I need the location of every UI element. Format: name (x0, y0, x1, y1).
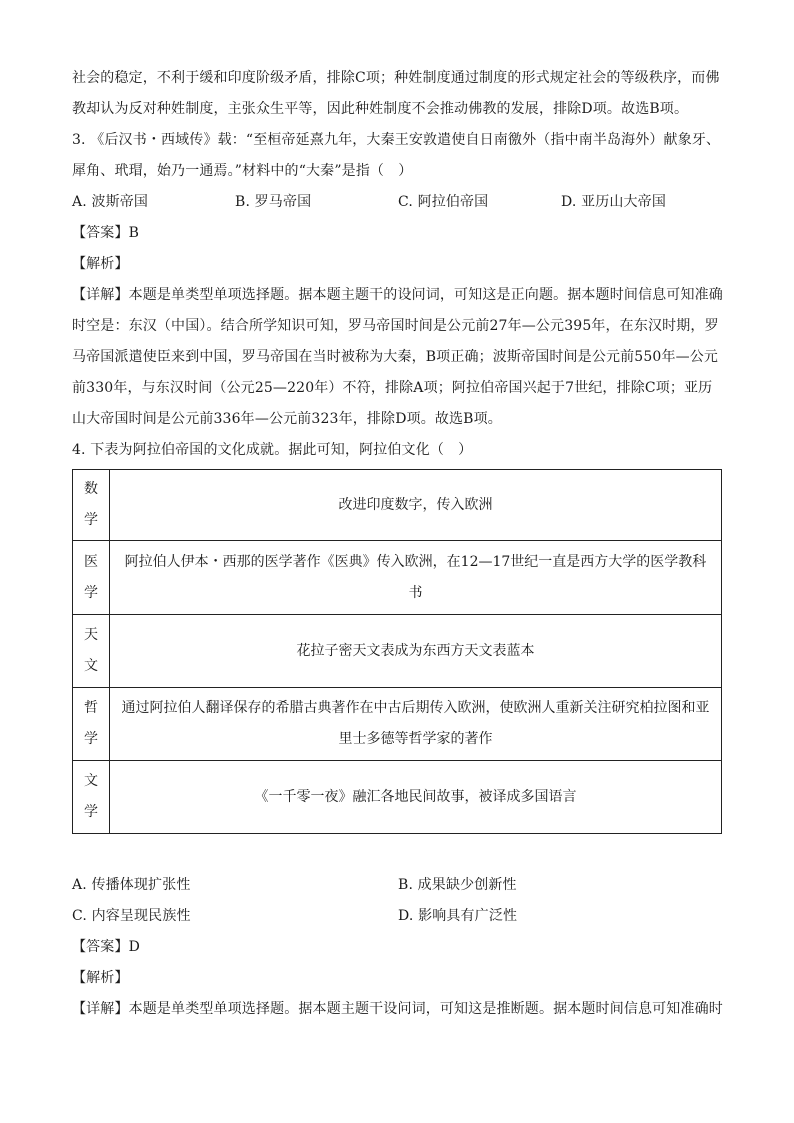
detail-line: 【详解】本题是单类型单项选择题。据本题主题干的设问词，可知这是正向题。据本题时间信息可知准确 (72, 287, 723, 303)
question-4-options-row2 (72, 901, 724, 932)
table-key: 医 学 (73, 541, 110, 615)
table-row (73, 615, 722, 688)
option-a: A. 传播体现扩张性 (72, 877, 191, 893)
table-row (73, 470, 722, 541)
answer-label: 【答案】B (72, 225, 140, 241)
table-value: 花拉子密天文表成为东西方天文表蓝本 (110, 615, 722, 688)
table-key: 数 学 (73, 470, 110, 541)
table-row (73, 761, 722, 834)
table-row (73, 688, 722, 761)
table-value: 《一千零一夜》融汇各地民间故事，被译成多国语言 (110, 761, 722, 834)
option-d: D. 亚历山大帝国 (561, 194, 666, 210)
table-value: 改进印度数字，传入欧洲 (110, 470, 722, 541)
table-key: 文 学 (73, 761, 110, 834)
option-a: A. 波斯帝国 (72, 194, 149, 210)
analysis-label: 【解析】 (72, 256, 129, 272)
culture-table (72, 469, 722, 834)
table-row (73, 541, 722, 615)
question-3-stem: 犀角、玳瑁，始乃一通焉。”材料中的“大秦”是指（ ） (72, 163, 413, 179)
table-value: 阿拉伯人伊本・西那的医学著作《医典》传入欧洲，在12—17世纪一直是西方大学的医学教科书 (110, 541, 722, 615)
table-key: 哲 学 (73, 688, 110, 761)
text-line: 社会的稳定，不利于缓和印度阶级矛盾，排除C项；种姓制度通过制度的形式规定社会的等级秩序，而佛 (72, 70, 720, 86)
text-line: 教却认为反对种姓制度，主张众生平等，因此种姓制度不会推动佛教的发展，排除D项。故选B项。 (72, 101, 689, 117)
detail-line: 时空是：东汉（中国）。结合所学知识可知，罗马帝国时间是公元前27年—公元395年，在东汉时期，罗 (72, 318, 719, 334)
option-b: B. 罗马帝国 (235, 194, 312, 210)
question-4-options-row1 (72, 870, 724, 901)
detail-line: 马帝国派遣使臣来到中国，罗马帝国在当时被称为大秦，B项正确；波斯帝国时间是公元前550年—公元 (72, 349, 719, 365)
analysis-label: 【解析】 (72, 970, 129, 986)
detail-line: 【详解】本题是单类型单项选择题。据本题主题干设问词，可知这是推断题。据本题时间信息可知准确时 (72, 1001, 723, 1017)
document-page (72, 63, 724, 1025)
option-d: D. 影响具有广泛性 (398, 908, 518, 924)
option-c: C. 阿拉伯帝国 (398, 194, 489, 210)
question-3-options (72, 187, 724, 218)
option-c: C. 内容呈现民族性 (72, 908, 191, 924)
detail-line: 前330年，与东汉时间（公元25—220年）不符，排除A项；阿拉伯帝国兴起于7世纪，排除C项；亚历 (72, 380, 713, 396)
table-value: 通过阿拉伯人翻译保存的希腊古典著作在中古后期传入欧洲，使欧洲人重新关注研究柏拉图和亚里士多德等哲学家的著作 (110, 688, 722, 761)
detail-line: 山大帝国时间是公元前336年—公元前323年，排除D项。故选B项。 (72, 411, 502, 427)
answer-label: 【答案】D (72, 939, 140, 955)
question-4-stem: 4. 下表为阿拉伯帝国的文化成就。据此可知，阿拉伯文化（ ） (72, 442, 473, 458)
question-3-stem: 3. 《后汉书・西域传》载：“至桓帝延熹九年，大秦王安敦遣使自日南徼外（指中南半岛海外）献象牙、 (72, 132, 721, 148)
table-key: 天 文 (73, 615, 110, 688)
option-b: B. 成果缺少创新性 (398, 877, 517, 893)
